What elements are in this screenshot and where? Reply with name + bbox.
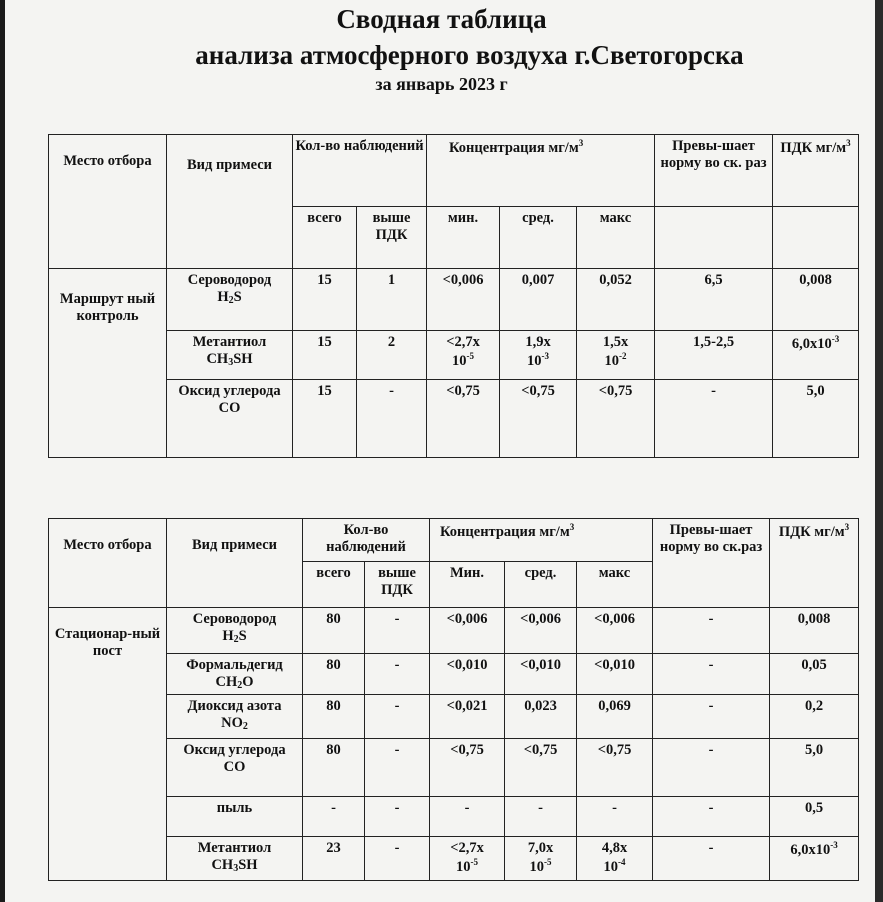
place-cell: Стационар-ный пост	[49, 608, 167, 881]
header-avg: сред.	[505, 562, 577, 608]
exceed-cell: -	[653, 608, 770, 654]
table-row	[49, 269, 859, 331]
place-cell: Маршрут ный контроль	[49, 269, 167, 458]
table-row	[49, 608, 859, 654]
document-title: Сводная таблица	[336, 4, 547, 34]
stationary-post-table	[48, 518, 859, 881]
min-cell: <0,021	[430, 695, 505, 739]
min-cell: <2,7x $10^{-5}$	[430, 837, 505, 881]
header-max: макс	[577, 207, 655, 269]
pdk-cell: 0,5	[770, 797, 859, 837]
substance-cell: Метантиол CH3SH	[167, 331, 293, 380]
header-avg: сред.	[500, 207, 577, 269]
document-subtitle: анализа атмосферного воздуха г.Светогорска	[195, 40, 744, 70]
substance-cell: Метантиол CH3SH	[167, 837, 303, 881]
table-row	[49, 380, 859, 458]
avg-cell: 7,0x $10^{-5}$	[505, 837, 577, 881]
total-cell: 80	[303, 608, 365, 654]
route-control-table	[48, 134, 859, 458]
header-place: Место отбора	[49, 519, 167, 608]
exceed-cell: -	[653, 654, 770, 695]
above-cell: -	[365, 695, 430, 739]
pdk-cell: 0,008	[773, 269, 859, 331]
avg-cell: 0,023	[505, 695, 577, 739]
exceed-cell: -	[655, 380, 773, 458]
substance-cell: Формальдегид CH2O	[167, 654, 303, 695]
total-cell: 15	[293, 331, 357, 380]
substance-cell: Оксид углерода CO	[167, 380, 293, 458]
header-max: макс	[577, 562, 653, 608]
header-total: всего	[293, 207, 357, 269]
header-place: Место отбора	[49, 135, 167, 269]
exceed-cell: -	[653, 695, 770, 739]
avg-cell: 0,007	[500, 269, 577, 331]
avg-cell: <0,010	[505, 654, 577, 695]
header-observation-count: Кол-во наблюдений	[293, 135, 427, 207]
above-cell: -	[365, 797, 430, 837]
exceed-cell: -	[653, 739, 770, 797]
exceed-cell: 6,5	[655, 269, 773, 331]
pdk-cell: $6,0x10^{-3}$	[773, 331, 859, 380]
exceed-cell: 1,5-2,5	[655, 331, 773, 380]
header-observation-count: Кол-во наблюдений	[303, 519, 430, 562]
max-cell: 0,069	[577, 695, 653, 739]
substance-cell: Сероводород H2S	[167, 269, 293, 331]
header-substance: Вид примеси	[167, 135, 293, 269]
header-min: Мин.	[430, 562, 505, 608]
table-row	[49, 331, 859, 380]
max-cell: -	[577, 797, 653, 837]
pdk-cell: 5,0	[773, 380, 859, 458]
total-cell: 80	[303, 739, 365, 797]
scan-border-left	[0, 0, 5, 902]
document-period: за январь 2023 г	[375, 74, 508, 94]
pdk-cell: 0,05	[770, 654, 859, 695]
header-pdk-empty	[773, 207, 859, 269]
above-cell: -	[365, 837, 430, 881]
total-cell: 15	[293, 269, 357, 331]
max-cell: 4,8x $10^{-4}$	[577, 837, 653, 881]
table-row	[49, 837, 859, 881]
pdk-cell: $6,0x10^{-3}$	[770, 837, 859, 881]
substance-cell: Сероводород H2S	[167, 608, 303, 654]
max-cell: <0,010	[577, 654, 653, 695]
table-row	[49, 695, 859, 739]
max-cell: 1,5x $10^{-2}$	[577, 331, 655, 380]
header-pdk: ПДК $мг/м^3$	[770, 519, 859, 608]
avg-cell: 1,9x $10^{-3}$	[500, 331, 577, 380]
min-cell: -	[430, 797, 505, 837]
total-cell: 80	[303, 695, 365, 739]
table-row	[49, 797, 859, 837]
header-above-pdk: выше ПДК	[365, 562, 430, 608]
avg-cell: <0,75	[500, 380, 577, 458]
total-cell: -	[303, 797, 365, 837]
max-cell: <0,006	[577, 608, 653, 654]
header-min: мин.	[427, 207, 500, 269]
substance-cell: Диоксид азота NO2	[167, 695, 303, 739]
min-cell: <0,75	[427, 380, 500, 458]
exceed-cell: -	[653, 837, 770, 881]
min-cell: <0,006	[430, 608, 505, 654]
max-cell: 0,052	[577, 269, 655, 331]
above-cell: 2	[357, 331, 427, 380]
above-cell: -	[365, 608, 430, 654]
pdk-cell: 0,2	[770, 695, 859, 739]
total-cell: 23	[303, 837, 365, 881]
above-cell: -	[357, 380, 427, 458]
max-cell: <0,75	[577, 739, 653, 797]
min-cell: <0,006	[427, 269, 500, 331]
header-exceed: Превы-шает норму во ск. раз	[655, 135, 773, 207]
table-row	[49, 654, 859, 695]
header-total: всего	[303, 562, 365, 608]
header-substance: Вид примеси	[167, 519, 303, 608]
above-cell: -	[365, 739, 430, 797]
above-cell: 1	[357, 269, 427, 331]
header-exceed-empty	[655, 207, 773, 269]
header-pdk: ПДК $мг/м^3$	[773, 135, 859, 207]
pdk-cell: 0,008	[770, 608, 859, 654]
max-cell: <0,75	[577, 380, 655, 458]
exceed-cell: -	[653, 797, 770, 837]
scan-border-right	[875, 0, 883, 902]
header-exceed: Превы-шает норму во ск.раз	[653, 519, 770, 608]
min-cell: <0,010	[430, 654, 505, 695]
avg-cell: <0,75	[505, 739, 577, 797]
header-concentration: Концентрация $мг/м^3$	[430, 519, 653, 562]
above-cell: -	[365, 654, 430, 695]
table-row	[49, 739, 859, 797]
pdk-cell: 5,0	[770, 739, 859, 797]
total-cell: 15	[293, 380, 357, 458]
avg-cell: -	[505, 797, 577, 837]
substance-cell: пыль	[167, 797, 303, 837]
total-cell: 80	[303, 654, 365, 695]
substance-cell: Оксид углерода CO	[167, 739, 303, 797]
avg-cell: <0,006	[505, 608, 577, 654]
min-cell: <2,7x $10^{-5}$	[427, 331, 500, 380]
header-concentration: Концентрация $мг/м^3$	[427, 135, 655, 207]
header-above-pdk: выше ПДК	[357, 207, 427, 269]
min-cell: <0,75	[430, 739, 505, 797]
